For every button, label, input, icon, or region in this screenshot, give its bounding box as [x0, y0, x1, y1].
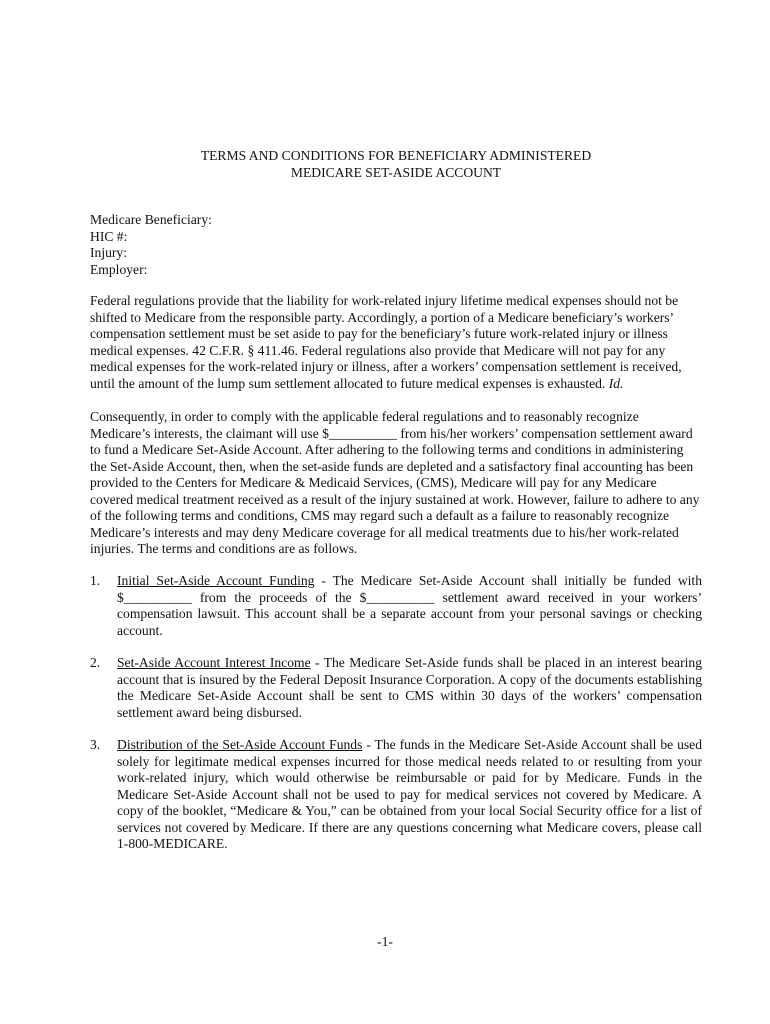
document-title	[90, 148, 702, 181]
item-body	[117, 737, 702, 853]
item-text: - The funds in the Medicare Set-Aside Account shall be used solely for legitimate medical expenses incurred for those medical needs related to or resulting from your work-related injury, which would otherwise be reimbursable or paid for by Medicare. Funds in the Medicare Set-Aside Account shall not be used to pay for medical services not covered by Medicare. A copy of the booklet, “Medicare & You,” can be obtained from your local Social Security office for a list of services not covered by Medicare. If there are any questions concerning what Medicare covers, please call 1-800-MEDICARE.	[117, 737, 702, 851]
item-number: 3.	[90, 737, 101, 752]
item-heading: Initial Set-Aside Account Funding	[117, 573, 315, 588]
title-line-2: MEDICARE SET-ASIDE ACCOUNT	[290, 164, 502, 180]
list-item	[90, 737, 702, 853]
item-text: - The Medicare Set-Aside funds shall be placed in an interest bearing account that is insured by the Federal Deposit Insurance Corporation. A copy of the documents establishing the Medicare Set-Aside Account shall be sent to CMS within 30 days of the workers’ compensation settlement award being disbursed.	[117, 655, 702, 720]
item-number: 2.	[90, 655, 101, 670]
intro-cite: Id.	[608, 375, 624, 391]
item-heading: Set-Aside Account Interest Income	[117, 655, 311, 670]
item-body	[117, 655, 702, 721]
intro-text: Federal regulations provide that the liability for work-related injury lifetime medical expenses should not be shifted to Medicare from the responsible party. Accordingly, a portion of a Medicare beneficiary’s workers’ compensation settlement must be set aside to pay for the beneficiary’s future work-related injury or illness medical expenses. 42 C.F.R. § 411.46. Federal regulations also provide that Medicare will not pay for any medical expenses for the work-related injury or illness, after a workers’ compensation settlement is received, until the amount of the lump sum settlement allocated to future medical expenses is exhausted.	[90, 293, 682, 391]
consequently-text: Consequently, in order to comply with the applicable federal regulations and to reasonably recognize Medicare’s interests, the claimant will use $__________ from his/her workers’ compensation settlement award to fund a Medicare Set-Aside Account. After adhering to the following terms and conditions in administering the Set-Aside Account, then, when the set-aside funds are depleted and a satisfactory final accounting has been provided to the Centers for Medicare & Medicaid Services, (CMS), Medicare will pay for any Medicare covered medical treatment received as a result of the injury sustained at work. However, failure to adhere to any of the following terms and conditions, CMS may regard such a default as a failure to reasonably recognize Medicare’s interests and may deny Medicare coverage for all medical treatments due to his/her work-related injuries. The terms and conditions are as follows.	[90, 409, 700, 556]
consequently-paragraph	[90, 409, 700, 558]
list-item	[90, 573, 702, 639]
field-injury: Injury:	[90, 245, 127, 260]
item-body	[117, 573, 702, 639]
field-hic: HIC #:	[90, 228, 128, 244]
field-employer: Employer:	[90, 261, 148, 277]
item-number: 1.	[90, 573, 101, 588]
title-line-1: TERMS AND CONDITIONS FOR BENEFICIARY ADMINISTERED	[200, 148, 592, 163]
item-text: - The Medicare Set-Aside Account shall initially be funded with $__________ from the proceeds of the $__________ settlement award received in your workers’ compensation lawsuit. This account shall be a separate account from your personal savings or checking account.	[117, 573, 702, 638]
field-medicare-beneficiary: Medicare Beneficiary:	[90, 212, 212, 227]
item-heading: Distribution of the Set-Aside Account Funds	[117, 737, 363, 752]
page-number: -1-	[377, 934, 393, 949]
beneficiary-fields	[90, 212, 212, 278]
intro-paragraph	[90, 293, 700, 392]
list-item	[90, 655, 702, 721]
